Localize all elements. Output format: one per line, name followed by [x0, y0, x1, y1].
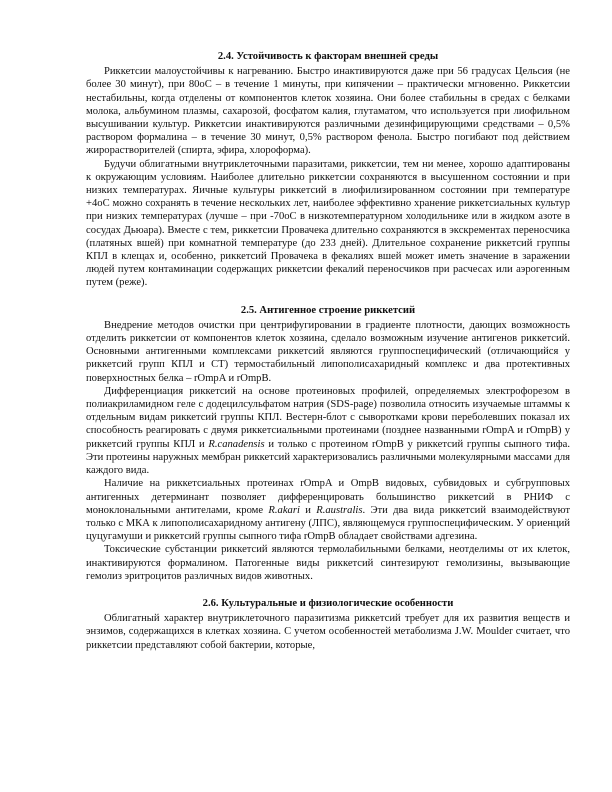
section-title: 2.5. Антигенное строение риккетсий	[240, 304, 416, 316]
species-name: R.akari	[268, 504, 300, 516]
paragraph-text: Дифференциация риккетсий на основе протеиновых профилей, определяемых электрофорезом в полиакриламидном геле с додецилсульфатом натрия (SDS-page) позволила относить изучаемые штаммы к отдельным видам риккетсий группы КПЛ. Вестерн-блот с сыворотками крови переболевших показал их способность реагировать с двумя риккетсиальными протеинами (позднее названными rOmpA и rOmpB) у риккетсий группы КПЛ и	[86, 385, 570, 450]
section-cultural-physiological	[86, 597, 570, 652]
paragraph-text: . Эти два вида риккетсий взаимодействуют только с МКА к липополисахаридному антигену (ЛПС), являющемуся группоспецифическим. У ориенций цуцугамуши и риккетсий группы сыпного тифа rOmpB обладает свойствами адгезина.	[86, 504, 571, 543]
paragraph	[86, 385, 570, 477]
paragraph: Токсические субстанции риккетсий являются термолабильными белками, неотделимы от их клеток, инактивируются формалином. Патогенные виды риккетсий синтезируют гемолизины, вызывающие гемолиз эритроцитов различных видов животных.	[86, 544, 570, 582]
section-resistance	[86, 50, 570, 290]
section-title: 2.4. Устойчивость к факторам внешней среды	[217, 51, 439, 62]
paragraph	[86, 477, 570, 543]
paragraph-text: Наличие на риккетсиальных протеинах rOmpA и OmpB видовых, субвидовых и субгрупповых антигенных детерминант позволяет дифференцировать большинство риккетсий в РНИФ с моноклональными антителами, кроме	[86, 478, 570, 516]
document-page	[86, 50, 570, 666]
paragraph: Будучи облигатными внутриклеточными паразитами, риккетсии, тем ни менее, хорошо адаптированы к окружающим условиям. Наиболее длительно риккетсии сохраняются в высушенном состоянии и при низких температурах. Яичные культуры риккетсий в лиофилизированном состоянии при температуре +4оС можно сохранять в течение нескольких лет, наиболее эффективно хранение риккетсиальных культур при низких температурах (лучше – при -70оС в низкотемпературном холодильнике или в жидком азоте в сосудах Дьюара). Вместе с тем, риккетсии Провачека длительно сохраняются в экскрементах переносчика (платяных вшей) при комнатной температуре (до 233 дней). Длительное сохранение риккетсий группы КПЛ в клещах и, особенно, риккетсий Провачека в фекалиях вшей может иметь значение в заражении людей путем контаминации содержащих риккетсии фекалий переносчиков при расчесах или аэрогенным путем (реже).	[86, 158, 570, 289]
section-title: 2.6. Культуральные и физиологические особенности	[202, 597, 454, 609]
paragraph-text: и только с протеином rOmpB у риккетсий группы сыпного тифа. Эти протеины наружных мембран риккетсий характеризовались различными молекулярными массами для каждого вида.	[86, 438, 571, 477]
paragraph: Риккетсии малоустойчивы к нагреванию. Быстро инактивируются даже при 56 градусах Цельсия (не более 30 минут), при 80оС – в течение 1 минуты, при кипячении – практически мгновенно. Риккетсии нестабильны, когда отделены от компонентов клеток хозяина. Они более стабильны в средах с белками молока, альбумином плазмы, сахарозой, фосфатом калия, глутаматом, что используется при лиофильном высушивании культур. Риккетсии инактивируются различными дезинфицирующими средствами – 0,5% раствором формалина – в течение 30 минут, 0,5% раствором фенола. Быстро погибают под действием жирорастворителей (спирта, эфира, хлороформа).	[86, 66, 570, 157]
species-name: R.canadensis	[208, 438, 265, 450]
paragraph: Облигатный характер внутриклеточного паразитизма риккетсий требует для их развития веществ и энзимов, содержащихся в клетках хозяина. С учетом особенностей метаболизма J.W. Moulder считает, что риккетсии представляют собой бактерии, которые,	[86, 613, 570, 651]
paragraph: Внедрение методов очистки при центрифугировании в градиенте плотности, дающих возможность отделить риккетсии от компонентов клеток хозяина, сделало возможным изучение антигенов риккетсий. Основными антигенными комплексами риккетсий являются группоспецифический (отличающийся у риккетсий групп КПЛ и СТ) термостабильный липополисахаридный комплекс и два протективных поверхностных белка – rOmpA и rOmpB.	[86, 319, 570, 384]
species-name: R.australis	[316, 504, 363, 516]
section-antigenic-structure	[86, 304, 570, 583]
paragraph-text: и	[299, 504, 317, 516]
